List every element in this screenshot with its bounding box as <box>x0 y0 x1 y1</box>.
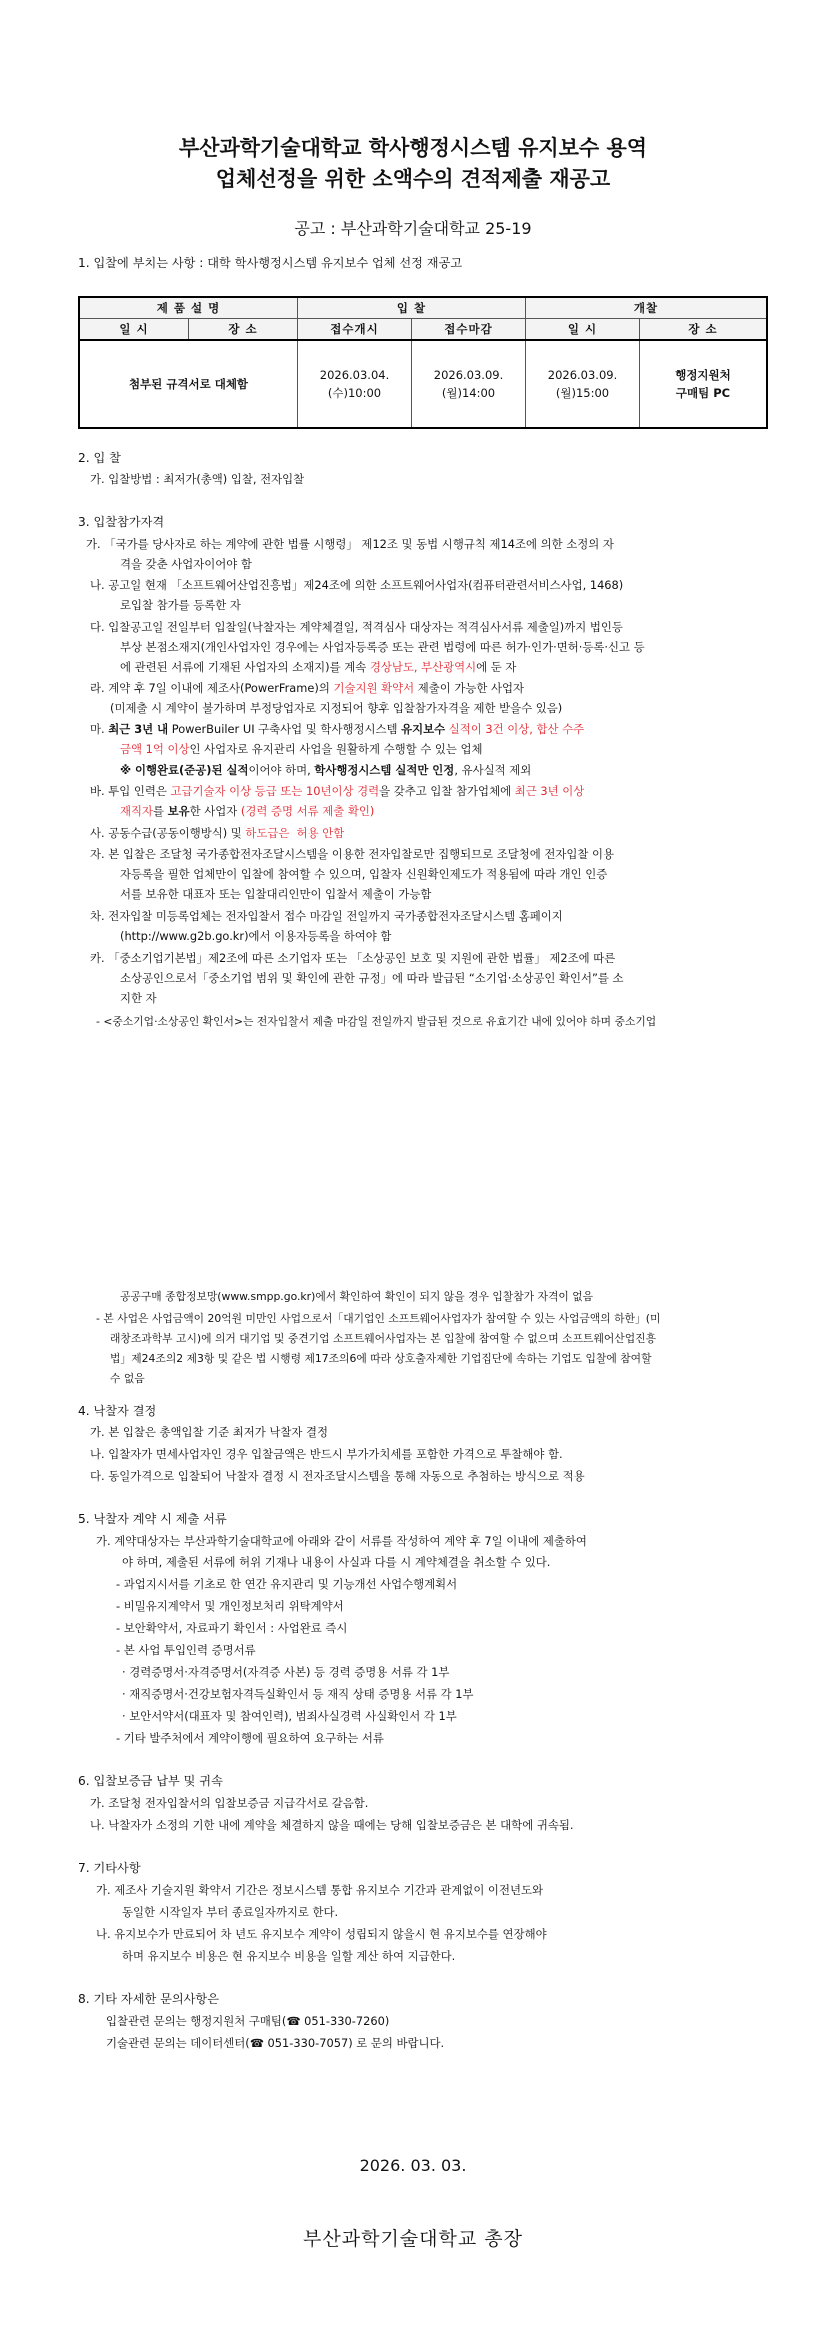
s3-ja-line1: 자. 본 입찰은 조달청 국가종합전자조달시스템을 이용한 전자입찰로만 집행되므로 조달청에 전자입찰 이용 <box>90 847 614 861</box>
s3-ja-line3: 서를 보유한 대표자 또는 입찰대리인만이 입찰서 제출이 가능함 <box>120 887 432 901</box>
bid-end-time: (월)14:00 <box>441 386 496 400</box>
s3-ra-text: 라. 계약 후 7일 이내에 제조사(PowerFrame)의 <box>90 681 334 695</box>
s3-ba-line1 <box>90 782 826 801</box>
s3-ma-line1 <box>90 720 826 739</box>
s3-dash2-line2: 래창조과학부 고시)에 의거 대기업 및 중견기업 소프트웨어사업자는 본 입찰에 참여할 수 없으며 소프트웨어산업진흥 <box>110 1332 657 1345</box>
s3-dash1-line1: - <중소기업·소상공인 확인서>는 전자입찰서 제출 마감일 전일까지 발급된 것으로 유효기간 내에 있어야 하며 중소기업 <box>96 1015 657 1028</box>
s3-dash2-line3: 법」제24조의2 제3항 및 같은 법 시행령 제17조의6에 따라 상호출자제한 기업집단에 속하는 기업도 입찰에 참여할 <box>110 1352 652 1365</box>
table-subhead: 일 시 <box>79 319 189 341</box>
open-place-cell <box>640 340 768 428</box>
table-head-open: 개찰 <box>526 297 768 319</box>
bid-start-time: (수)10:00 <box>327 386 382 400</box>
product-description: 첨부된 규격서로 대체함 <box>79 340 298 428</box>
s5-subitem: · 경력증명서·자격증명서(자격증 사본) 등 경력 증명용 서류 각 1부 <box>122 1665 450 1679</box>
table-head-desc: 제 품 설 명 <box>79 297 298 319</box>
bid-end-date: 2026.03.09. <box>433 368 504 382</box>
s3-ma-amount: 금액 1억 이상 <box>120 742 190 756</box>
s3-da-line1: 다. 입찰공고일 전일부터 입찰일(낙찰자는 계약체결일, 적격심사 대상자는 적격심사서류 제출일)까지 법인등 <box>90 620 623 634</box>
s7-ga-line1: 가. 제조사 기술지원 확약서 기간은 정보시스템 통합 유지보수 기간과 관계없이 이전년도와 <box>96 1883 543 1897</box>
document-title-line2: 업체선정을 위한 소액수의 견적제출 재공고 <box>215 167 611 191</box>
s3-ba-text: 바. 투입 인력은 <box>90 784 171 798</box>
s3-ma-line2 <box>120 740 826 759</box>
s3-da-text-end: 에 둔 자 <box>476 660 517 674</box>
s5-item: - 기타 발주처에서 계약이행에 필요하여 요구하는 서류 <box>116 1731 384 1745</box>
s3-ma-text2: 인 사업자로 유지관리 사업을 원활하게 수행할 수 있는 업체 <box>189 742 483 756</box>
s4-na: 나. 입찰자가 면세사업자인 경우 입찰금액은 반드시 부가가치세를 포함한 가격으로 투찰해야 함. <box>90 1447 563 1461</box>
s3-ka-line2: 소상공인으로서「중소기업 범위 및 확인에 관한 규정」에 따라 발급된 “소기업·소상공인 확인서”를 소 <box>120 971 624 985</box>
s5-item: - 보안확약서, 자료파기 확인서 : 사업완료 즉시 <box>116 1621 348 1635</box>
s3-ba-bold: 보유 <box>167 804 190 818</box>
open-date: 2026.03.09. <box>547 368 618 382</box>
s3-ba-staff: 재직자 <box>120 804 154 818</box>
s7-ga-line2: 동일한 시작일자 부터 종료일자까지로 한다. <box>122 1905 339 1919</box>
s3-sa-highlight: 하도급은 허용 안함 <box>245 826 345 840</box>
s3-ba-highlight: 고급기술자 이상 등급 또는 10년이상 경력 <box>170 784 380 798</box>
s3-ba-line2 <box>120 802 826 821</box>
s3-da-line3 <box>120 658 826 677</box>
s3-ga-line1: 가. 「국가를 당사자로 하는 계약에 관한 법률 시행령」 제12조 및 동법 시행규칙 제14조에 의한 소정의 자 <box>86 537 614 551</box>
s3-ma-note-bold: 학사행정시스템 실적만 인정 <box>314 763 455 777</box>
open-place-line1: 행정지원처 <box>675 368 731 382</box>
table-subhead: 일 시 <box>526 319 640 341</box>
s5-subitem: · 보안서약서(대표자 및 참여인력), 범죄사실경력 사실확인서 각 1부 <box>122 1709 457 1723</box>
section2-item-ga: 가. 입찰방법 : 최저가(총액) 입찰, 전자입찰 <box>90 472 305 486</box>
bid-schedule-table <box>78 296 768 429</box>
s3-ma-note-end: , 유사실적 제외 <box>454 763 532 777</box>
s4-ga: 가. 본 입찰은 총액입찰 기준 최저가 낙찰자 결정 <box>90 1425 329 1439</box>
s3-ma-note-text: 이어야 하며, <box>248 763 315 777</box>
s5-item: - 본 사업 투입인력 증명서류 <box>116 1643 256 1657</box>
s5-item: - 비밀유지계약서 및 개인정보처리 위탁계약서 <box>116 1599 344 1613</box>
s8-line2: 기술관련 문의는 데이터센터(☎ 051-330-7057) 로 문의 바랍니다. <box>106 2036 445 2050</box>
table-subhead: 접수마감 <box>412 319 526 341</box>
s5-ga-line1: 가. 계약대상자는 부산과학기술대학교에 아래와 같이 서류를 작성하여 계약 후 7일 이내에 제출하여 <box>96 1534 587 1548</box>
s3-ra-line1 <box>90 679 826 698</box>
s3-dash2-line4: 수 없음 <box>110 1372 145 1385</box>
open-place-line2: 구매팀 PC <box>675 386 731 400</box>
s3-ka-line3: 지한 자 <box>120 991 157 1005</box>
section1-heading: 1. 입찰에 부치는 사항 : 대학 학사행정시스템 유지보수 업체 선정 재공고 <box>78 256 463 270</box>
s3-na-line2: 로입찰 참가를 등록한 자 <box>120 598 241 612</box>
table-subhead: 장 소 <box>640 319 768 341</box>
s3-sa-line <box>90 824 826 843</box>
section8-heading: 8. 기타 자세한 문의사항은 <box>78 1992 219 2006</box>
open-cell <box>526 340 640 428</box>
section2-heading: 2. 입 찰 <box>78 451 121 465</box>
s3-ra-text-end: 제출이 가능한 사업자 <box>414 681 525 695</box>
s3-ba-text3: 를 <box>153 804 168 818</box>
s3-ga-line2: 격을 갖춘 사업자이어야 함 <box>120 557 252 571</box>
open-time: (월)15:00 <box>555 386 610 400</box>
document-date: 2026. 03. 03. <box>359 2156 467 2175</box>
s3-da-region: 경상남도, 부산광역시 <box>369 660 477 674</box>
issuer-signature: 부산과학기술대학교 총장 <box>303 2228 523 2250</box>
bid-start-cell <box>298 340 412 428</box>
s3-ra-line2: (미제출 시 계약이 불가하며 부정당업자로 지정되어 향후 입찰참가자격을 제한 받을수 있음) <box>110 701 563 715</box>
bid-end-cell <box>412 340 526 428</box>
table-subhead: 접수개시 <box>298 319 412 341</box>
s3-ba-text4: 한 사업자 <box>189 804 241 818</box>
s3-ra-highlight: 기술지원 확약서 <box>333 681 415 695</box>
s3-dash2-line1: - 본 사업은 사업금액이 20억원 미만인 사업으로서「대기업인 소프트웨어사업자가 참여할 수 있는 사업금액의 하한」(미 <box>96 1312 661 1325</box>
s3-ma-line3 <box>120 761 826 780</box>
s3-ja-line2: 자등록을 필한 업체만이 입찰에 참여할 수 있으며, 입찰자 신원확인제도가 적용됨에 따라 개인 인증 <box>120 867 608 881</box>
s3-ba-text2: 을 갖추고 입찰 참가업체에 <box>379 784 515 798</box>
table-row <box>79 340 767 428</box>
document-title-line1: 부산과학기술대학교 학사행정시스템 유지보수 용역 <box>178 136 648 160</box>
s3-ma-note: ※ 이행완료(준공)된 실적 <box>120 763 249 777</box>
table-subhead: 장 소 <box>189 319 298 341</box>
s3-ma-bold: 최근 3년 내 <box>108 722 169 736</box>
s3-cha-line2: (http://www.g2b.go.kr)에서 이용자등록을 하여야 함 <box>120 929 392 943</box>
s7-na-line1: 나. 유지보수가 만료되어 차 년도 유지보수 계약이 성립되지 않을시 현 유지보수를 연장해야 <box>96 1927 547 1941</box>
s3-cha-line1: 차. 전자입찰 미등록업체는 전자입찰서 접수 마감일 전일까지 국가종합전자조달시스템 홈페이지 <box>90 909 563 923</box>
section5-heading: 5. 낙찰자 계약 시 제출 서류 <box>78 1512 227 1526</box>
s3-ma-text: PowerBuiler UI 구축사업 및 학사행정시스템 <box>168 722 402 736</box>
s4-da: 다. 동일가격으로 입찰되어 낙찰자 결정 시 전자조달시스템을 통해 자동으로 추첨하는 방식으로 적용 <box>90 1469 585 1483</box>
table-head-bid: 입 찰 <box>298 297 526 319</box>
s3-da-line2: 부상 본점소재지(개인사업자인 경우에는 사업자등록증 또는 관련 법령에 따른 허가·인가·면허·등록·신고 등 <box>120 640 645 654</box>
s3-sa-text: 사. 공동수급(공동이행방식) 및 <box>90 826 246 840</box>
s5-item: - 과업지시서를 기초로 한 연간 유지관리 및 기능개선 사업수행계획서 <box>116 1577 458 1591</box>
s3-na-line1: 나. 공고일 현재 「소프트웨어산업진흥법」제24조에 의한 소프트웨어사업자(컴퓨터관련서비스사업, 1468) <box>90 578 624 592</box>
notice-number: 공고 : 부산과학기술대학교 25-19 <box>294 219 532 238</box>
s3-ka-line1: 카. 「중소기업기본법」제2조에 따른 소기업자 또는 「소상공인 보호 및 지원에 관한 법률」 제2조에 따른 <box>90 951 616 965</box>
s6-ga: 가. 조달청 전자입찰서의 입찰보증금 지급각서로 갈음함. <box>90 1796 369 1810</box>
section4-heading: 4. 낙찰자 결정 <box>78 1404 157 1418</box>
s3-ba-proof: (경력 증명 서류 제출 확인) <box>240 804 375 818</box>
s3-da-text: 에 관련된 서류에 기재된 사업자의 소재지)를 계속 <box>120 660 370 674</box>
s3-ma-bold2: 유지보수 <box>401 722 446 736</box>
section6-heading: 6. 입찰보증금 납부 및 귀속 <box>78 1774 223 1788</box>
s3-ma-prefix: 마. <box>90 722 109 736</box>
s8-line1: 입찰관련 문의는 행정지원처 구매팀(☎ 051-330-7260) <box>106 2014 390 2028</box>
s3-ma-highlight: 실적이 3건 이상, 합산 수주 <box>445 722 585 736</box>
s5-subitem: · 재직증명서·건강보험자격득실확인서 등 재직 상태 증명용 서류 각 1부 <box>122 1687 474 1701</box>
section7-heading: 7. 기타사항 <box>78 1861 141 1875</box>
s7-na-line2: 하며 유지보수 비용은 현 유지보수 비용을 일할 계산 하여 지급한다. <box>122 1949 456 1963</box>
bid-start-date: 2026.03.04. <box>319 368 390 382</box>
s5-ga-line2: 야 하며, 제출된 서류에 허위 기재나 내용이 사실과 다를 시 계약체결을 취소할 수 있다. <box>122 1555 551 1569</box>
s3-ba-highlight2: 최근 3년 이상 <box>514 784 585 798</box>
section3-heading: 3. 입찰참가자격 <box>78 515 165 529</box>
s6-na: 나. 낙찰자가 소정의 기한 내에 계약을 체결하지 않을 때에는 당해 입찰보증금은 본 대학에 귀속됨. <box>90 1818 574 1832</box>
s3-dash1-line2: 공공구매 종합정보망(www.smpp.go.kr)에서 확인하여 확인이 되지 않을 경우 입찰참가 자격이 없음 <box>120 1290 594 1303</box>
